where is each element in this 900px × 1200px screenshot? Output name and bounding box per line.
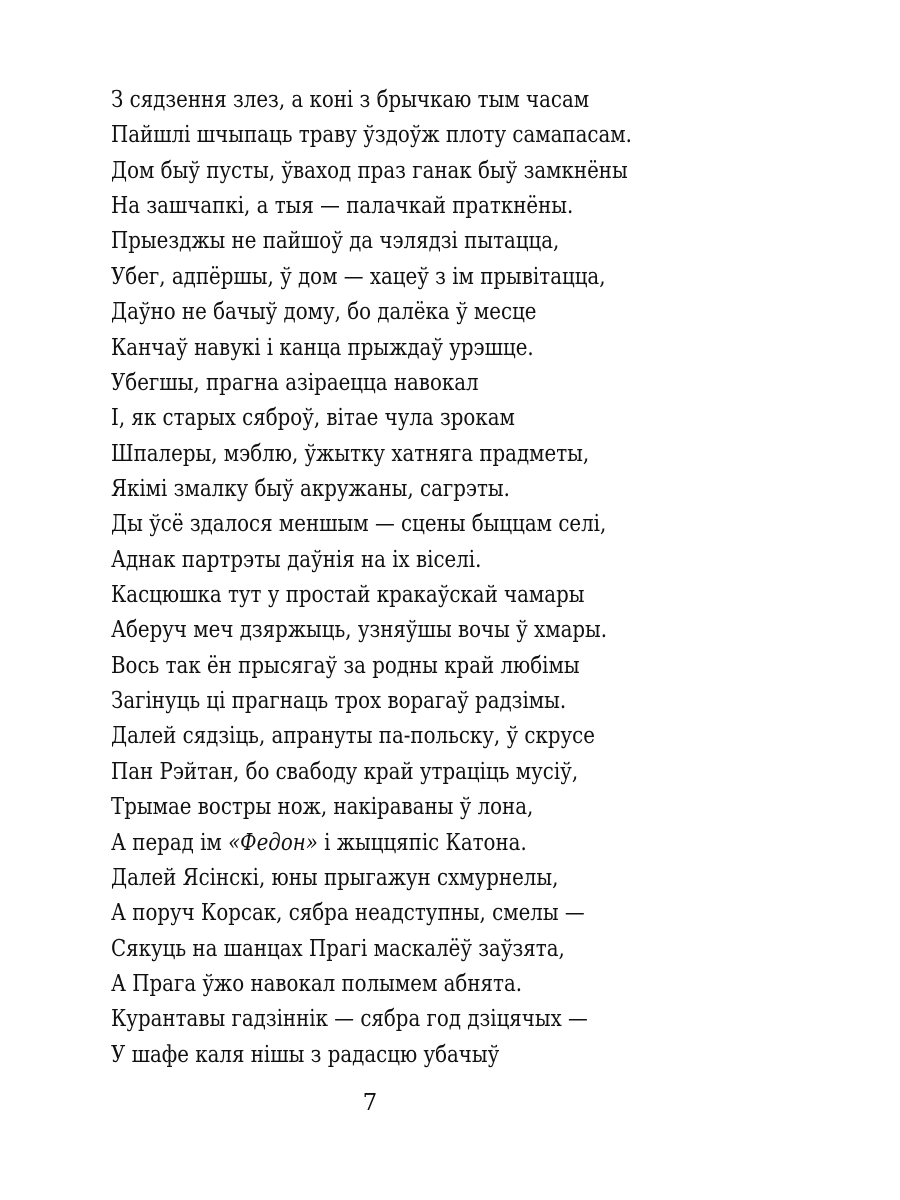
poem-line-7: Даўно не бачыў дому, бо далёка ў месце bbox=[111, 299, 537, 326]
poem-line-22 bbox=[111, 826, 730, 861]
poem-line-11: Шпалеры, мэблю, ўжытку хатняга прадметы, bbox=[111, 440, 590, 467]
poem-line-1: З сядзення злез, а коні з брычкаю тым часам bbox=[111, 87, 590, 113]
poem-line-4: На зашчапкі, а тыя — палачкай праткнёны. bbox=[111, 193, 574, 220]
poem-line-2: Пайшлі шчыпаць траву ўздоўж плоту самапасам. bbox=[111, 122, 632, 149]
poem-line-6: Убег, адпёршы, ў дом — хацеў з ім прывітацца, bbox=[111, 263, 606, 290]
poem-line-24: А поруч Корсак, сябра неадступны, смелы — bbox=[111, 900, 585, 927]
poem-line-18: Загінуць ці прагнаць трох ворагаў радзімы. bbox=[111, 688, 567, 715]
poem-line-17: Вось так ён прысягаў за родны край любімы bbox=[111, 652, 580, 679]
poem-line-15: Касцюшка тут у простай кракаўскай чамары bbox=[111, 582, 585, 609]
poem-line-5: Прыезджы не пайшоў да чэлядзі пытацца, bbox=[111, 228, 560, 255]
book-title-italic: «Федон» bbox=[228, 829, 318, 856]
poem-line-27: Курантавы гадзіннік — сябра год дзіцячых — bbox=[111, 1006, 588, 1033]
poem-line-25: Сякуць на шанцах Прагі маскалёў заўзята, bbox=[111, 935, 565, 962]
poem-line-12: Якімі змалку быў акружаны, сагрэты. bbox=[111, 475, 510, 502]
poem-line-8: Канчаў навукі і канца прыждаў урэшце. bbox=[111, 334, 534, 361]
poem-line-19: Далей сядзіць, апрануты па-польску, ў скрусе bbox=[111, 723, 595, 750]
poem-line-21: Трымае востры нож, накіраваны ў лона, bbox=[111, 794, 534, 821]
poem-text bbox=[111, 83, 831, 1073]
poem-line-14: Аднак партрэты даўнія на іх віселі. bbox=[111, 546, 482, 573]
page-number: 7 bbox=[362, 1090, 378, 1116]
poem-line-20: Пан Рэйтан, бо свабоду край утраціць мусіў, bbox=[111, 758, 579, 785]
poem-line-3: Дом быў пусты, ўваход праз ганак быў замкнёны bbox=[111, 157, 628, 184]
poem-line-9: Убегшы, прагна азіраецца навокал bbox=[111, 369, 479, 396]
poem-line-22-before: А перад ім bbox=[111, 829, 229, 856]
poem-line-28: У шафе каля нішы з радасцю убачыў bbox=[111, 1041, 500, 1068]
poem-line-23: Далей Ясінскі, юны прыгажун схмурнелы, bbox=[111, 864, 559, 891]
poem-line-10: І, як старых сяброў, вітае чула зрокам bbox=[111, 405, 515, 432]
poem-line-22-after: і жыццяпіс Катона. bbox=[317, 829, 527, 856]
poem-line-26: А Прага ўжо навокал полымем абнята. bbox=[111, 970, 523, 997]
poem-line-13: Ды ўсё здалося меншым — сцены быццам селі, bbox=[111, 511, 607, 538]
poem-line-16: Аберуч меч дзяржыць, узняўшы вочы ў хмары. bbox=[111, 617, 608, 644]
